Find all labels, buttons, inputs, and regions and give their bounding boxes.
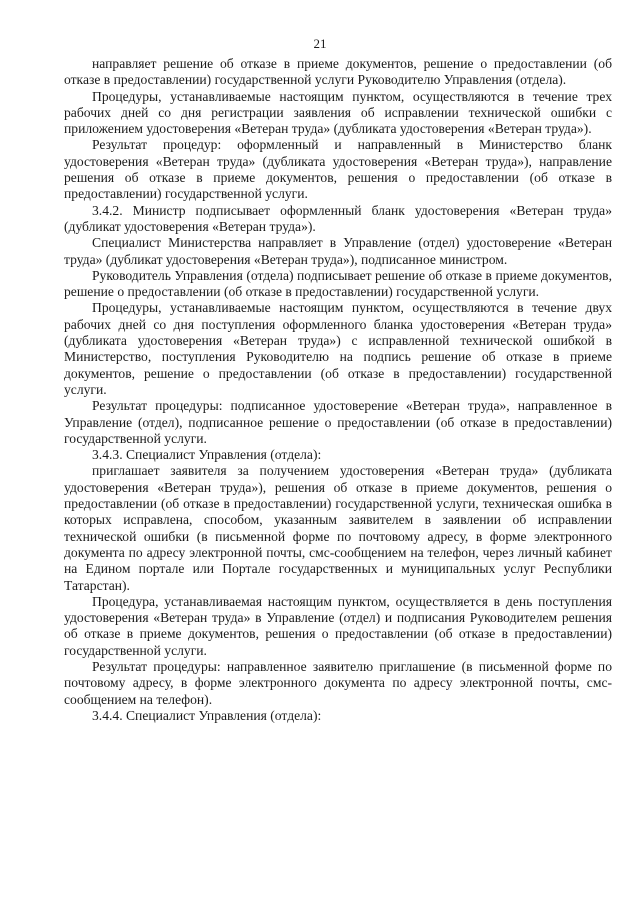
paragraph-continuation: направляет решение об отказе в приеме документов, решение о предоставлении (об отказе в предоставлении) государственной услуги Руководителю Управления (отдела). <box>64 56 612 88</box>
paragraph-procedure-term-2: Процедуры, устанавливаемые настоящим пунктом, осуществляются в течение двух рабочих дней со дня поступления оформленного бланка удостоверения «Ветеран труда» (дубликата удостоверения «Ветеран труда») с исправленной технической ошибкой в Министерство, поступления Руководителю на подпись решение об отказе в приеме документов, решение о предоставлении (об отказе в предоставлении) государственной услуги. <box>64 300 612 397</box>
paragraph-procedure-result-3: Результат процедуры: направленное заявителю приглашение (в письменной форме по почтовому адресу, в форме электронного документа по адресу электронной почты, смс-сообщением на телефон). <box>64 658 612 707</box>
paragraph-section-3-4-2: 3.4.2. Министр подписывает оформленный бланк удостоверения «Ветеран труда» (дубликат удостоверения «Ветеран труда»). <box>64 202 612 234</box>
paragraph-head-signs: Руководитель Управления (отдела) подписывает решение об отказе в приеме документов, решение о предоставлении (об отказе в предоставлении) государственной услуги. <box>64 267 612 300</box>
paragraph-procedure-result-2: Результат процедуры: подписанное удостоверение «Ветеран труда», направленное в Управление (отдел), подписанное решение о предоставлении (об отказе в предоставлении) государственной услуги. <box>64 398 612 446</box>
paragraph-invitation: приглашает заявителя за получением удостоверения «Ветеран труда» (дубликата удостоверения «Ветеран труда»), решения об отказе в приеме документов, решения о предоставлении (об отказе в предоставлении) государственной услуги, техническая ошибка в которых исправлена, способом, указанным заявителем в заявлении об исправлении технической ошибки (в письменной форме по почтовому адресу, в форме электронного документа по адресу электронной почты, смс-сообщением на телефон, через личный кабинет на Едином портале или Портале государственных и муниципальных услуг Республики Татарстан). <box>64 463 612 593</box>
paragraph-procedure-result: Результат процедур: оформленный и направленный в Министерство бланк удостоверения «Ветеран труда» (дубликата удостоверения «Ветеран труда»), направление решения об отказе в приеме документов, решения о предоставлении (об отказе в предоставлении) государственной услуги. <box>64 137 612 202</box>
paragraph-section-3-4-4: 3.4.4. Специалист Управления (отдела): <box>92 707 322 723</box>
page-number: 21 <box>313 36 327 51</box>
paragraph-procedure-term-3: Процедура, устанавливаемая настоящим пунктом, осуществляется в день поступления удостоверения «Ветеран труда» в Управление (отдел) и подписания Руководителем решения об отказе в приеме документов, решения о предоставлении (об отказе в предоставлении) государственной услуги. <box>64 593 612 658</box>
document-body <box>64 56 612 724</box>
paragraph-ministry-specialist: Специалист Министерства направляет в Управление (отдел) удостоверение «Ветеран труда» (дубликат удостоверения «Ветеран труда»), подписанное министром. <box>64 235 612 267</box>
paragraph-procedure-term: Процедуры, устанавливаемые настоящим пунктом, осуществляются в течение трех рабочих дней со дня регистрации заявления об исправлении технической ошибки с приложением удостоверения «Ветеран труда» (дубликата удостоверения «Ветеран труда»). <box>64 88 612 137</box>
paragraph-section-3-4-3: 3.4.3. Специалист Управления (отдела): <box>92 447 322 463</box>
